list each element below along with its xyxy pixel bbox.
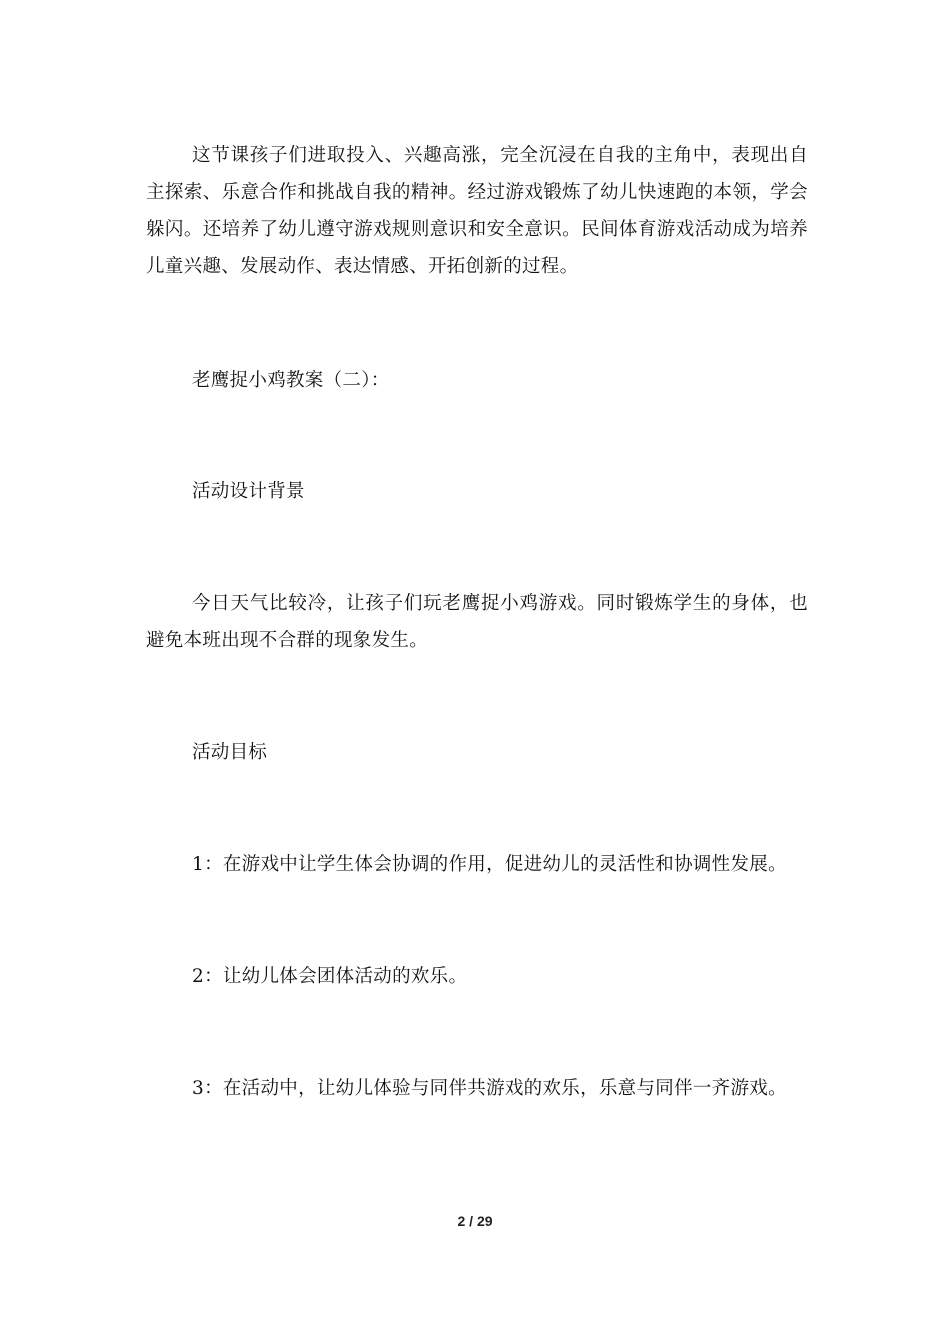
section-title: 老鹰捉小鸡教案（二）：	[192, 370, 390, 391]
heading-activity-goals: 活动目标	[192, 742, 268, 763]
heading-design-background: 活动设计背景	[192, 481, 305, 502]
goal-item-2: 2：让幼儿体会团体活动的欢乐。	[192, 966, 468, 987]
goal-item-1: 1：在游戏中让学生体会协调的作用，促进幼儿的灵活性和协调性发展。	[192, 854, 787, 875]
summary-paragraph: 这节课孩子们进取投入、兴趣高涨，完全沉浸在自我的主角中，表现出自主探索、乐意合作和挑战自我的精神。经过游戏锻炼了幼儿快速跑的本领，学会躲闪。还培养了幼儿遵守游戏规则意识和安全意识。民间体育游戏活动成为培养儿童兴趣、发展动作、表达情感、开拓创新的过程。	[146, 145, 808, 277]
page-number: 2 / 29	[457, 1213, 493, 1229]
background-paragraph: 今日天气比较冷，让孩子们玩老鹰捉小鸡游戏。同时锻炼学生的身体，也避免本班出现不合群的现象发生。	[146, 593, 808, 651]
goal-item-3: 3：在活动中，让幼儿体验与同伴共游戏的欢乐，乐意与同伴一齐游戏。	[192, 1078, 787, 1099]
